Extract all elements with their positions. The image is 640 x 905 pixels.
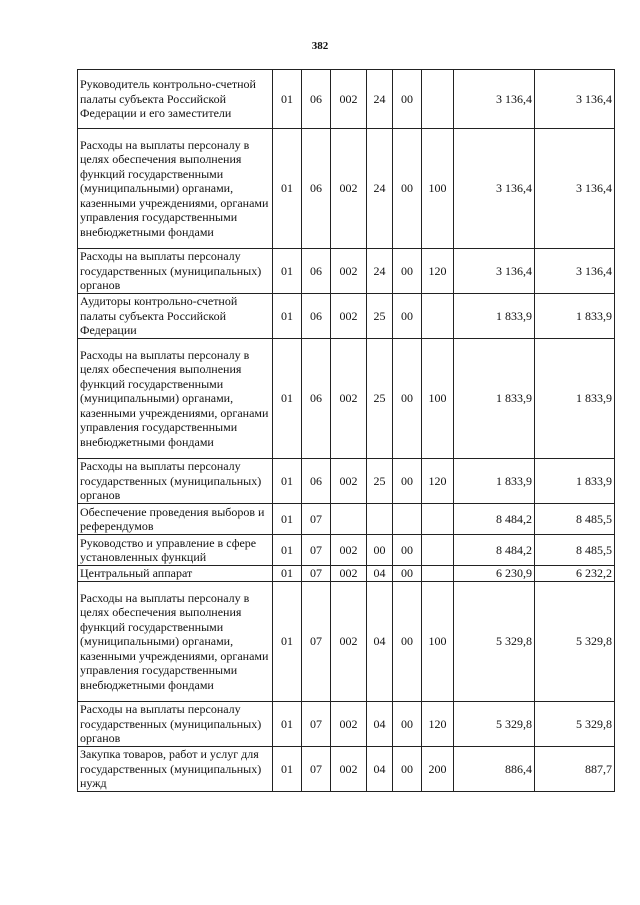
target-article-code-2: 24 xyxy=(367,70,393,129)
amount-1: 5 329,8 xyxy=(454,702,535,747)
expense-type-code: 100 xyxy=(422,129,454,249)
section-code: 01 xyxy=(273,459,302,504)
amount-1: 886,4 xyxy=(454,747,535,792)
target-article-code-1: 002 xyxy=(331,535,367,566)
amount-1: 1 833,9 xyxy=(454,339,535,459)
amount-1: 3 136,4 xyxy=(454,70,535,129)
expense-type-code xyxy=(422,70,454,129)
target-article-code-1: 002 xyxy=(331,70,367,129)
target-article-code-2: 24 xyxy=(367,129,393,249)
row-name: Обеспечение проведения выборов и референдумов xyxy=(78,504,273,535)
expense-type-code: 120 xyxy=(422,702,454,747)
table-row xyxy=(78,294,615,339)
target-article-code-2: 04 xyxy=(367,582,393,702)
target-article-code-1: 002 xyxy=(331,702,367,747)
table-row xyxy=(78,566,615,582)
expense-type-code: 200 xyxy=(422,747,454,792)
table-row xyxy=(78,504,615,535)
row-name: Аудиторы контрольно-счетной палаты субъекта Российской Федерации xyxy=(78,294,273,339)
table-row xyxy=(78,582,615,702)
target-article-code-2 xyxy=(367,504,393,535)
target-article-code-1 xyxy=(331,504,367,535)
amount-2: 5 329,8 xyxy=(535,582,615,702)
section-code: 01 xyxy=(273,702,302,747)
amount-1: 6 230,9 xyxy=(454,566,535,582)
amount-1: 3 136,4 xyxy=(454,129,535,249)
expense-type-code: 100 xyxy=(422,582,454,702)
row-name: Расходы на выплаты персоналу в целях обеспечения выполнения функций государственными (муниципальными) органами, казенными учреждениями, органами управления государственными внебюджетными фондами xyxy=(78,339,273,459)
target-article-code-1: 002 xyxy=(331,129,367,249)
target-article-code-3: 00 xyxy=(393,249,422,294)
amount-2: 3 136,4 xyxy=(535,129,615,249)
target-article-code-3: 00 xyxy=(393,702,422,747)
row-name: Расходы на выплаты персоналу государственных (муниципальных) органов xyxy=(78,702,273,747)
row-name: Руководитель контрольно-счетной палаты субъекта Российской Федерации и его заместители xyxy=(78,70,273,129)
target-article-code-1: 002 xyxy=(331,339,367,459)
expense-type-code xyxy=(422,294,454,339)
amount-2: 1 833,9 xyxy=(535,294,615,339)
section-code: 01 xyxy=(273,582,302,702)
target-article-code-1: 002 xyxy=(331,747,367,792)
amount-1: 5 329,8 xyxy=(454,582,535,702)
target-article-code-3: 00 xyxy=(393,566,422,582)
target-article-code-2: 04 xyxy=(367,566,393,582)
page-number: 382 xyxy=(311,40,329,52)
expense-type-code xyxy=(422,504,454,535)
target-article-code-3: 00 xyxy=(393,582,422,702)
target-article-code-3: 00 xyxy=(393,747,422,792)
target-article-code-1: 002 xyxy=(331,566,367,582)
row-name: Закупка товаров, работ и услуг для государственных (муниципальных) нужд xyxy=(78,747,273,792)
amount-2: 3 136,4 xyxy=(535,249,615,294)
target-article-code-2: 00 xyxy=(367,535,393,566)
row-name: Расходы на выплаты персоналу государственных (муниципальных) органов xyxy=(78,249,273,294)
subsection-code: 06 xyxy=(302,459,331,504)
row-name: Расходы на выплаты персоналу в целях обеспечения выполнения функций государственными (муниципальными) органами, казенными учреждениями, органами управления государственными внебюджетными фондами xyxy=(78,582,273,702)
section-code: 01 xyxy=(273,294,302,339)
target-article-code-2: 24 xyxy=(367,249,393,294)
section-code: 01 xyxy=(273,747,302,792)
amount-1: 1 833,9 xyxy=(454,459,535,504)
amount-1: 3 136,4 xyxy=(454,249,535,294)
target-article-code-2: 04 xyxy=(367,702,393,747)
table-row xyxy=(78,249,615,294)
table-row xyxy=(78,702,615,747)
amount-1: 1 833,9 xyxy=(454,294,535,339)
subsection-code: 06 xyxy=(302,129,331,249)
subsection-code: 06 xyxy=(302,249,331,294)
table-row xyxy=(78,747,615,792)
row-name: Расходы на выплаты персоналу государственных (муниципальных) органов xyxy=(78,459,273,504)
target-article-code-2: 25 xyxy=(367,339,393,459)
target-article-code-2: 04 xyxy=(367,747,393,792)
amount-2: 8 485,5 xyxy=(535,504,615,535)
subsection-code: 06 xyxy=(302,70,331,129)
budget-table xyxy=(77,69,615,792)
table-row xyxy=(78,129,615,249)
section-code: 01 xyxy=(273,339,302,459)
target-article-code-2: 25 xyxy=(367,294,393,339)
subsection-code: 07 xyxy=(302,582,331,702)
target-article-code-3: 00 xyxy=(393,535,422,566)
target-article-code-3: 00 xyxy=(393,459,422,504)
section-code: 01 xyxy=(273,504,302,535)
target-article-code-1: 002 xyxy=(331,249,367,294)
subsection-code: 06 xyxy=(302,339,331,459)
subsection-code: 06 xyxy=(302,294,331,339)
target-article-code-3: 00 xyxy=(393,129,422,249)
target-article-code-1: 002 xyxy=(331,582,367,702)
target-article-code-2: 25 xyxy=(367,459,393,504)
table-row xyxy=(78,339,615,459)
row-name: Центральный аппарат xyxy=(78,566,273,582)
table-body xyxy=(78,70,615,792)
amount-2: 887,7 xyxy=(535,747,615,792)
amount-2: 1 833,9 xyxy=(535,339,615,459)
target-article-code-3: 00 xyxy=(393,294,422,339)
expense-type-code: 120 xyxy=(422,249,454,294)
expense-type-code xyxy=(422,535,454,566)
section-code: 01 xyxy=(273,70,302,129)
expense-type-code xyxy=(422,566,454,582)
subsection-code: 07 xyxy=(302,702,331,747)
row-name: Расходы на выплаты персоналу в целях обеспечения выполнения функций государственными (муниципальными) органами, казенными учреждениями, органами управления государственными внебюджетными фондами xyxy=(78,129,273,249)
amount-2: 5 329,8 xyxy=(535,702,615,747)
section-code: 01 xyxy=(273,566,302,582)
section-code: 01 xyxy=(273,249,302,294)
section-code: 01 xyxy=(273,535,302,566)
target-article-code-1: 002 xyxy=(331,459,367,504)
target-article-code-3: 00 xyxy=(393,339,422,459)
target-article-code-3 xyxy=(393,504,422,535)
table-row xyxy=(78,459,615,504)
amount-2: 3 136,4 xyxy=(535,70,615,129)
table-row xyxy=(78,70,615,129)
amount-2: 8 485,5 xyxy=(535,535,615,566)
amount-1: 8 484,2 xyxy=(454,504,535,535)
amount-2: 6 232,2 xyxy=(535,566,615,582)
subsection-code: 07 xyxy=(302,504,331,535)
expense-type-code: 100 xyxy=(422,339,454,459)
subsection-code: 07 xyxy=(302,747,331,792)
expense-type-code: 120 xyxy=(422,459,454,504)
subsection-code: 07 xyxy=(302,535,331,566)
subsection-code: 07 xyxy=(302,566,331,582)
target-article-code-3: 00 xyxy=(393,70,422,129)
target-article-code-1: 002 xyxy=(331,294,367,339)
table-row xyxy=(78,535,615,566)
amount-2: 1 833,9 xyxy=(535,459,615,504)
row-name: Руководство и управление в сфере установленных функций xyxy=(78,535,273,566)
section-code: 01 xyxy=(273,129,302,249)
amount-1: 8 484,2 xyxy=(454,535,535,566)
